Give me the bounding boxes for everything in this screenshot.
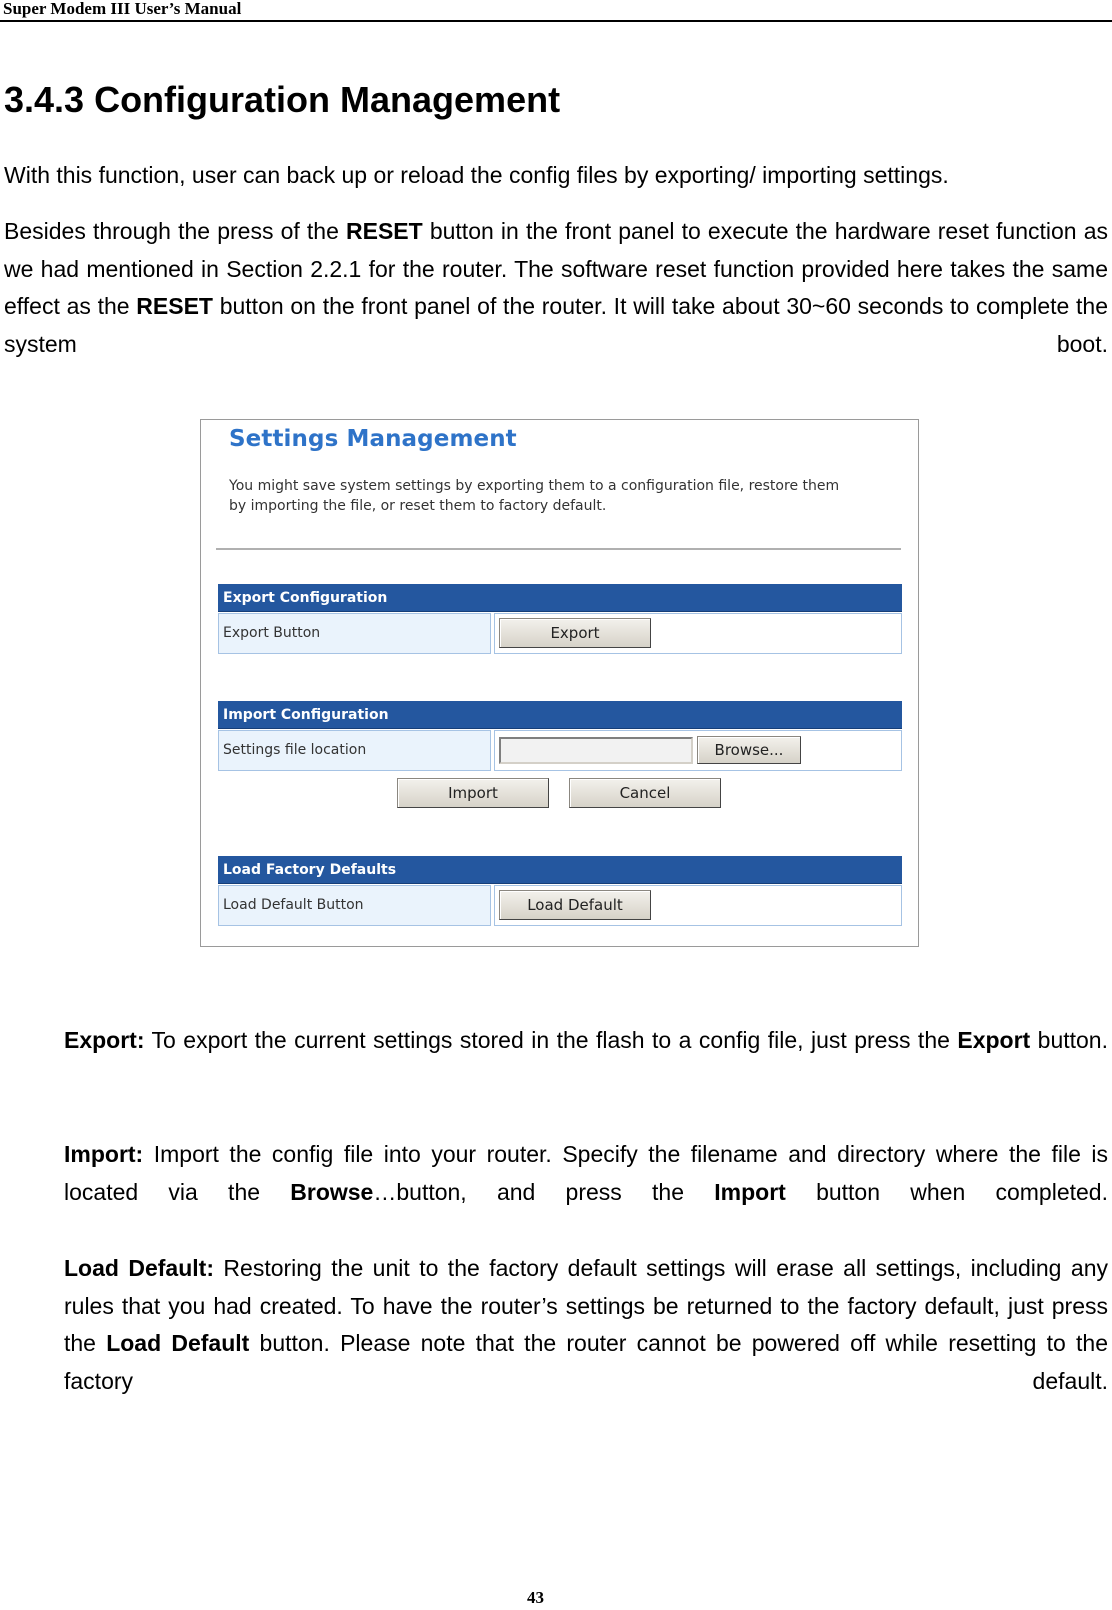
reset-bold-1: RESET bbox=[346, 218, 423, 244]
divider bbox=[216, 548, 901, 550]
import-row bbox=[218, 730, 902, 771]
export-value-cell bbox=[494, 613, 902, 654]
import-configuration-section bbox=[218, 701, 902, 771]
intro-paragraph: With this function, user can back up or reload the config files by exporting/ importing settings. bbox=[4, 162, 949, 188]
export-row bbox=[218, 613, 902, 654]
load-default-value-cell bbox=[494, 885, 902, 926]
import-term: Import: bbox=[64, 1141, 144, 1167]
export-bold: Export bbox=[957, 1027, 1031, 1053]
load-default-label: Load Default Button bbox=[218, 885, 491, 926]
load-factory-defaults-section bbox=[218, 856, 902, 926]
load-default-row bbox=[218, 885, 902, 926]
browse-button[interactable]: Browse... bbox=[697, 736, 801, 764]
reset-paragraph bbox=[4, 213, 1108, 401]
import-text-3: button when completed. bbox=[785, 1178, 1108, 1205]
section-title: 3.4.3 Configuration Management bbox=[4, 79, 561, 120]
import-description bbox=[64, 1136, 1108, 1249]
export-term: Export: bbox=[64, 1027, 145, 1053]
reset-text-2: button in the front panel to execute the hardware reset function as we had mentioned in Section 2.2.1 for the router. The software reset function provided here takes the same effect as the bbox=[4, 218, 1108, 319]
settings-description: You might save system settings by exporting them to a configuration file, restore them by importing the file, or reset them to factory default. bbox=[229, 478, 840, 514]
load-default-text-1: Restoring the unit to the factory default settings will erase all settings, including any rules that you had created. To have the router’s settings be returned to the factory default, just press the bbox=[64, 1255, 1108, 1356]
export-text-1: To export the current settings stored in the flash to a config file, just press the bbox=[144, 1027, 958, 1053]
import-text-2: …button, and press the bbox=[373, 1178, 715, 1205]
export-text-2: button. bbox=[1030, 1027, 1108, 1053]
running-header: Super Modem III User’s Manual bbox=[0, 0, 1112, 22]
settings-file-input[interactable] bbox=[499, 737, 693, 764]
default-section-header: Load Factory Defaults bbox=[218, 856, 902, 884]
export-button[interactable]: Export bbox=[499, 618, 651, 648]
load-default-bold: Load Default bbox=[106, 1330, 250, 1356]
settings-title: Settings Management bbox=[229, 426, 517, 452]
reset-bold-2: RESET bbox=[136, 293, 213, 319]
load-default-text-2: button. Please note that the router cannot be powered off while resetting to the factory default. bbox=[64, 1330, 1108, 1394]
settings-file-location-label: Settings file location bbox=[218, 730, 491, 771]
import-bold-1: Browse bbox=[290, 1178, 374, 1205]
export-label: Export Button bbox=[218, 613, 491, 654]
reset-text-3: button on the front panel of the router. It will take about 30~60 seconds to complete the system boot. bbox=[4, 293, 1108, 357]
export-configuration-section bbox=[218, 584, 902, 654]
export-description bbox=[64, 1022, 1108, 1097]
load-default-description bbox=[64, 1250, 1108, 1438]
import-bold-2: Import bbox=[714, 1178, 786, 1205]
reset-text-1: Besides through the press of the bbox=[4, 218, 347, 244]
import-value-cell bbox=[494, 730, 902, 771]
import-section-header: Import Configuration bbox=[218, 701, 902, 729]
import-text-1: Import the config file into your router. Specify the filename and directory where the file is located via the bbox=[64, 1141, 1108, 1205]
cancel-button[interactable]: Cancel bbox=[569, 778, 721, 808]
load-default-term: Load Default: bbox=[64, 1255, 214, 1281]
page-number: 43 bbox=[527, 1588, 544, 1607]
export-section-header: Export Configuration bbox=[218, 584, 902, 612]
settings-management-screenshot bbox=[200, 419, 919, 947]
load-default-button[interactable]: Load Default bbox=[499, 890, 651, 920]
import-button[interactable]: Import bbox=[397, 778, 549, 808]
